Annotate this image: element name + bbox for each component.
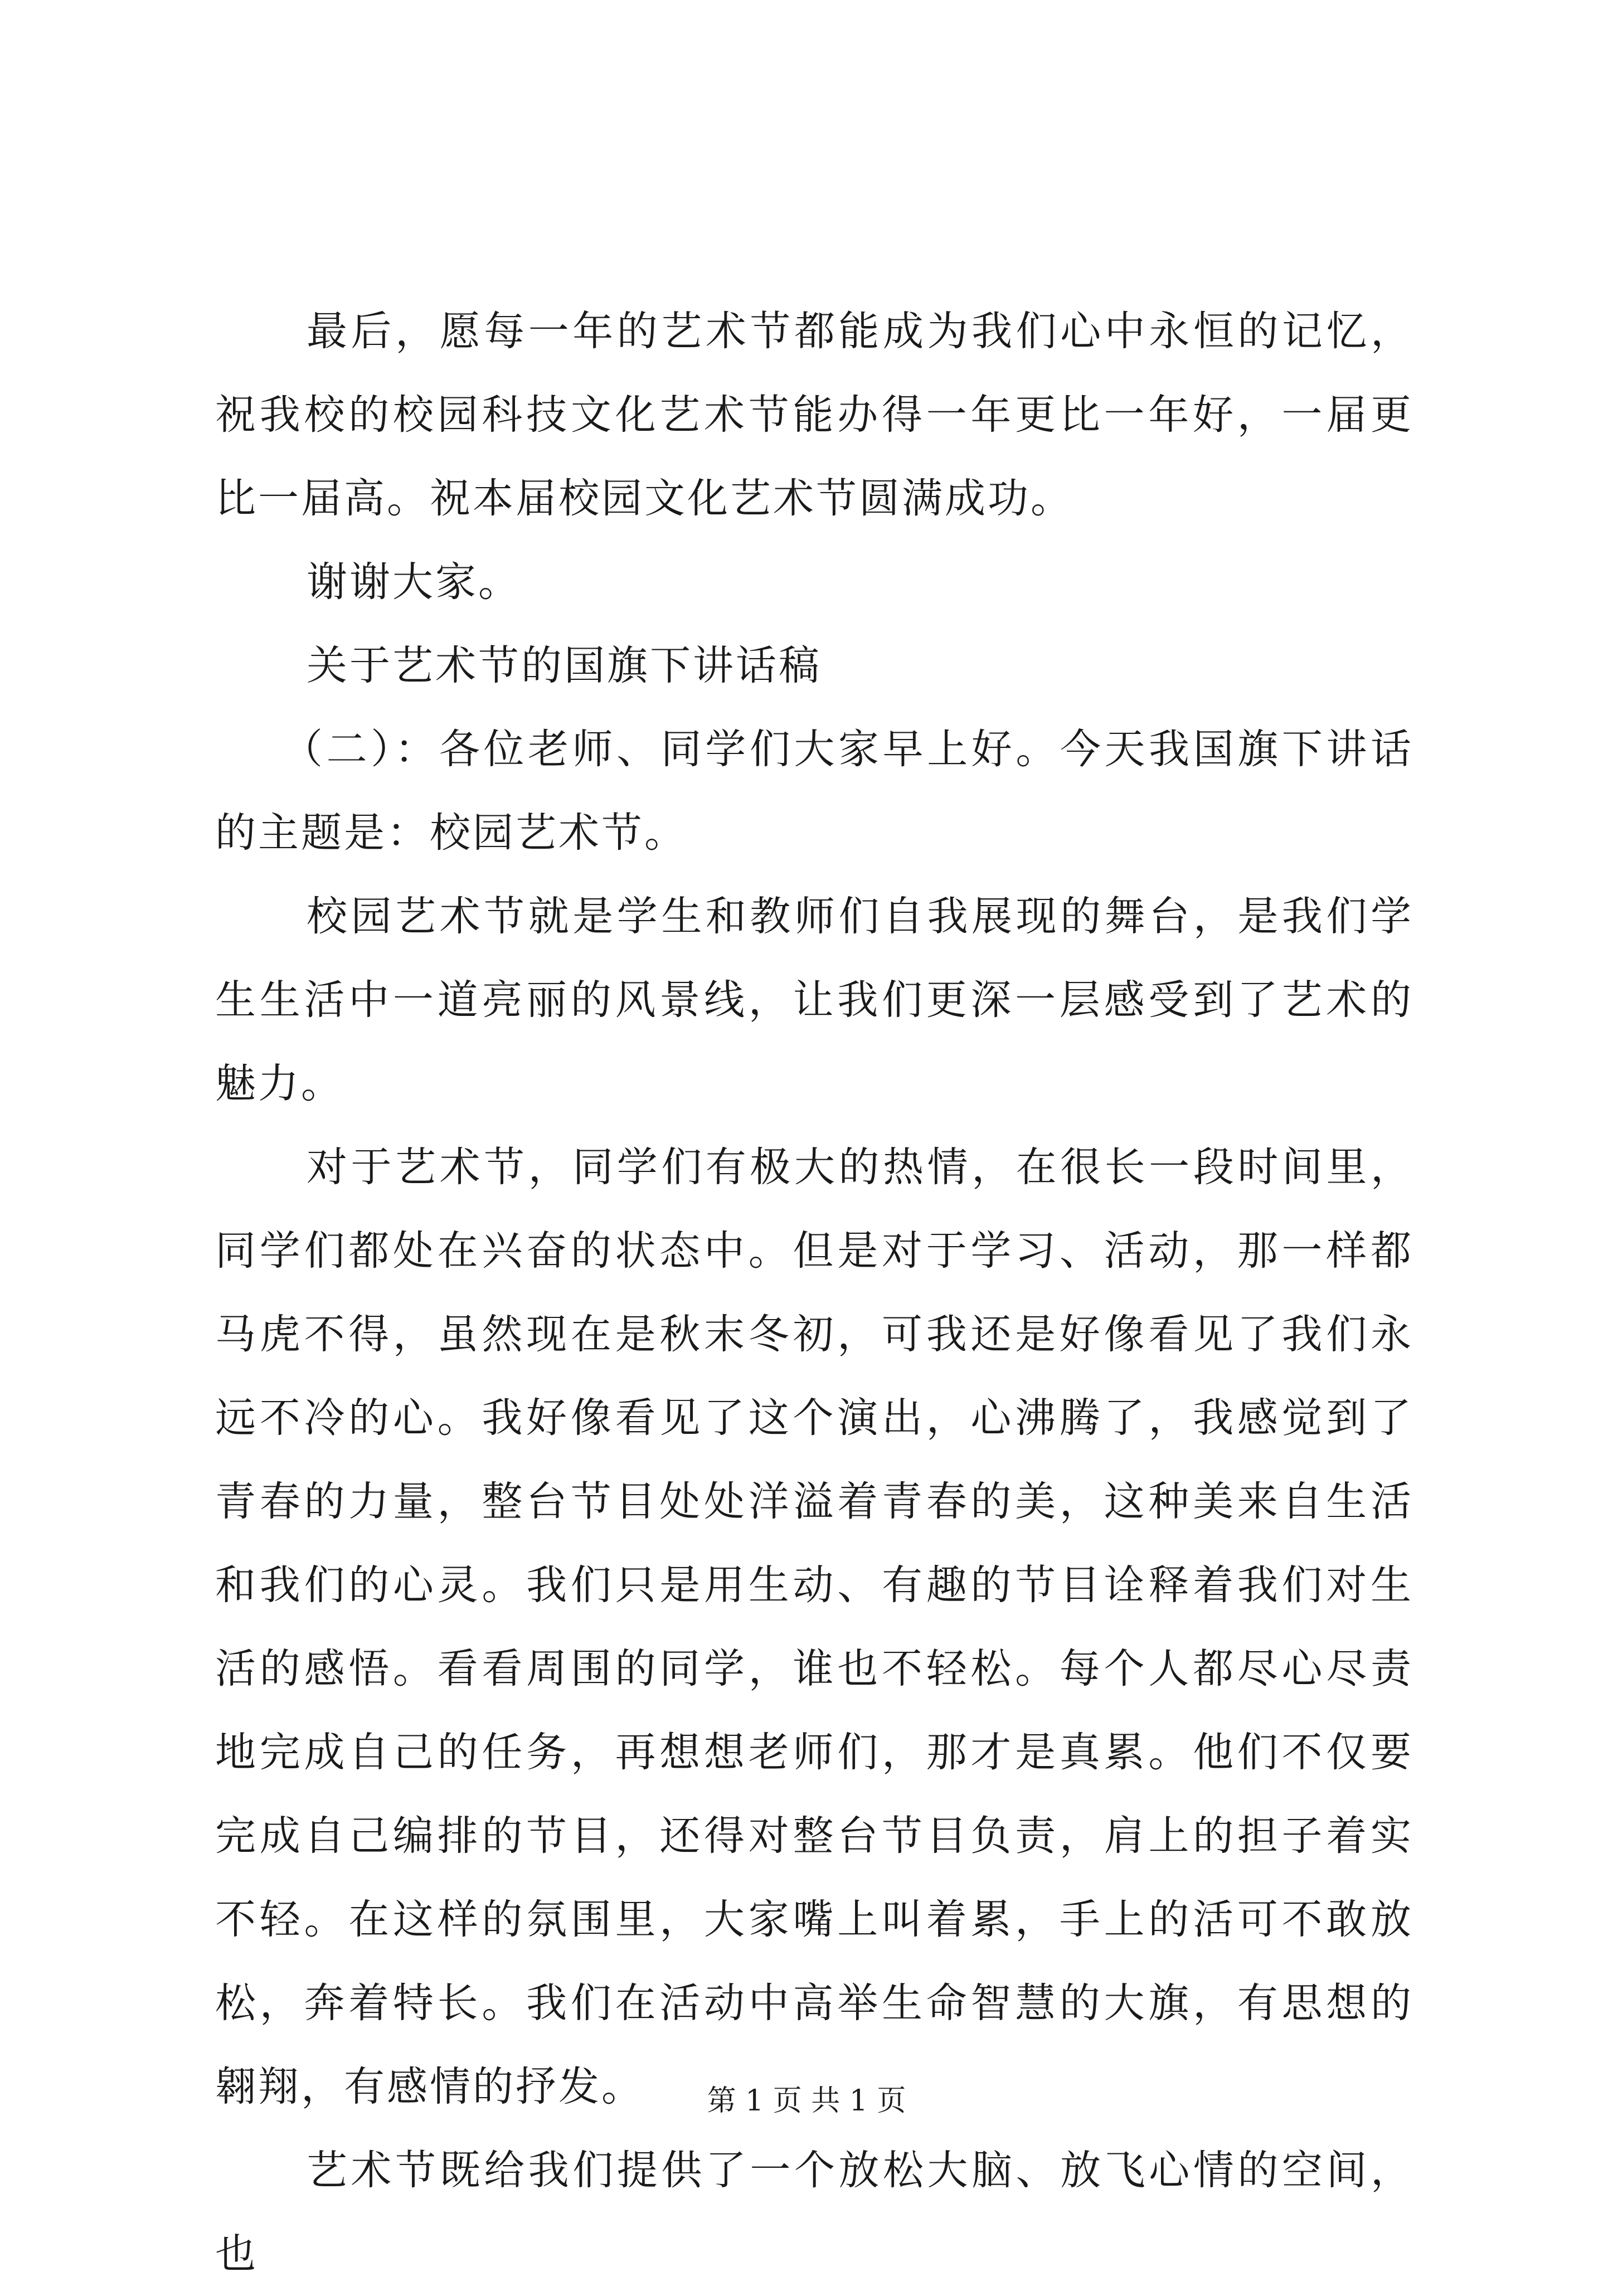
paragraph-closing-wishes: 最后，愿每一年的艺术节都能成为我们心中永恒的记忆，祝我校的校园科技文化艺术节能办得一年更比一年好，一届更比一届高。祝本届校园文化艺术节圆满成功。 — [215, 308, 1413, 522]
paragraph-art-festival-stage: 校园艺术节就是学生和教师们自我展现的舞台，是我们学生生活中一道亮丽的风景线，让我们更深一层感受到了艺术的魅力。 — [215, 893, 1413, 1107]
page-footer: 第 1 页 共 1 页 — [707, 2084, 906, 2118]
document-body — [215, 290, 1413, 2296]
paragraph-greeting: （二）：各位老师、同学们大家早上好。今天我国旗下讲话的主题是：校园艺术节。 — [215, 726, 1413, 857]
speech-title: 关于艺术节的国旗下讲话稿 — [307, 642, 822, 689]
paragraph-relaxation-space: 艺术节既给我们提供了一个放松大脑、放飞心情的空间，也 — [215, 2147, 1413, 2278]
paragraph-enthusiasm: 对于艺术节，同学们有极大的热情，在很长一段时间里，同学们都处在兴奋的状态中。但是对于学习、活动，那一样都马虎不得，虽然现在是秋末冬初，可我还是好像看见了我们永远不冷的心。我好像看见了这个演出，心沸腾了，我感觉到了青春的力量，整台节目处处洋溢着青春的美，这种美来自生活和我们的心灵。我们只是用生动、有趣的节目诠释着我们对生活的感悟。看看周围的同学，谁也不轻松。每个人都尽心尽责地完成自己的任务，再想想老师们，那才是真累。他们不仅要完成自己编排的节目，还得对整台节目负责，肩上的担子着实不轻。在这样的氛围里，大家嘴上叫着累，手上的活可不敢放松，奔着特长。我们在活动中高举生命智慧的大旗，有思想的翱翔，有感情的抒发。 — [215, 1144, 1413, 2110]
paragraph-thanks: 谢谢大家。 — [307, 558, 521, 606]
